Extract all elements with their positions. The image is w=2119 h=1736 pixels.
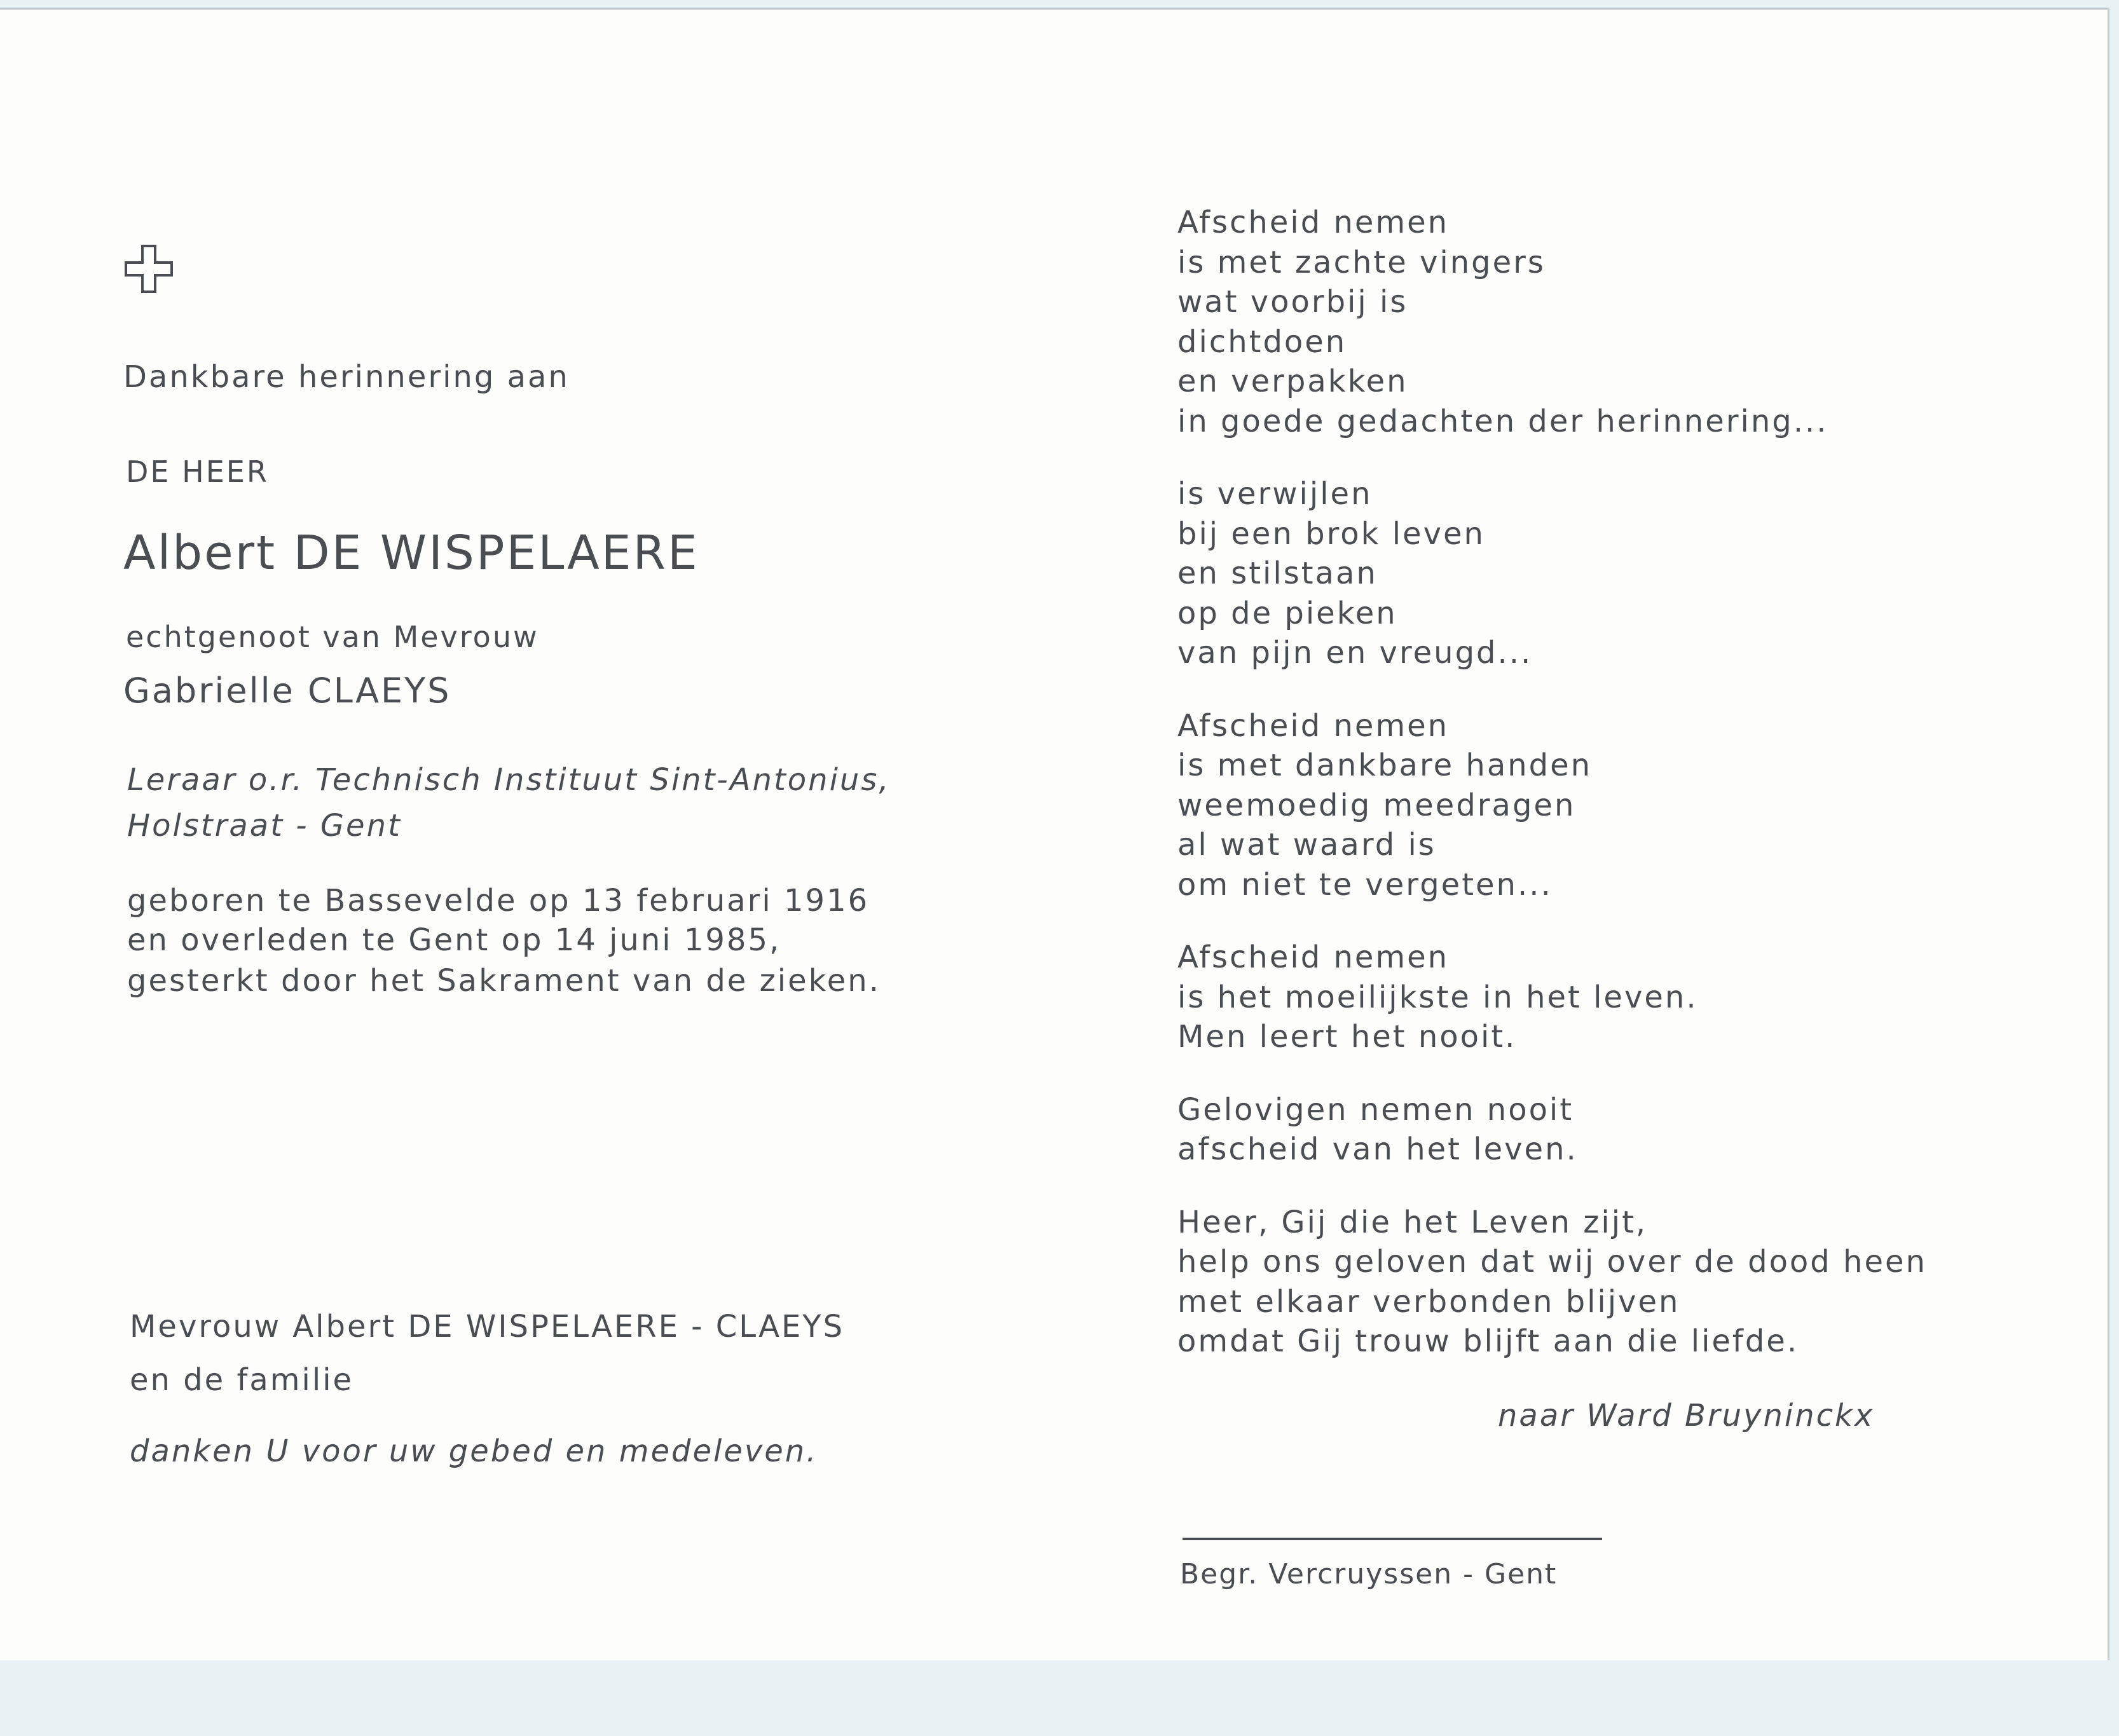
poem-line: en stilstaan [1177,556,1378,591]
poem-stanza [1177,706,2004,905]
life-line-2: en overleden te Gent op 14 juni 1985, [127,922,781,958]
poem-line: dichtdoen [1177,324,1347,360]
poem-line: met elkaar verbonden blijven [1177,1283,1680,1320]
poem-line: help ons geloven dat wij over de dood heen [1177,1244,1927,1280]
poem-line: al wat waard is [1177,827,1436,863]
cross-icon [123,243,174,294]
poem-attribution: naar Ward Bruyninckx [1498,1398,1875,1433]
poem-line: weemoedig meedragen [1177,787,1576,823]
poem-line: van pijn en vreugd... [1177,635,1533,671]
poem-line: om niet te vergeten... [1177,866,1553,903]
poem-stanza [1177,1090,2004,1170]
intro-text: Dankbare herinnering aan [123,359,570,395]
divider-line [1183,1538,1602,1540]
memorial-card [0,8,2109,1660]
poem-line: is het moeilijkste in het leven. [1177,979,1698,1015]
poem-line: wat voorbij is [1177,284,1408,320]
life-line-1: geboren te Bassevelde op 13 februari 1916 [127,883,870,919]
poem-line: op de pieken [1177,595,1397,631]
poem-line: in goede gedachten der herinnering... [1177,403,1828,439]
occupation-line-1: Leraar o.r. Technisch Instituut Sint-Antonius, [127,762,891,798]
poem-line: is met dankbare handen [1177,748,1593,783]
poem-line: is met zachte vingers [1177,244,1546,280]
life-line-3: gesterkt door het Sakrament van de zieken. [127,963,881,999]
poem-line: Afscheid nemen [1177,707,1450,744]
poem-line: Heer, Gij die het Leven zijt, [1177,1204,1648,1240]
poem-line: afscheid van het leven. [1177,1131,1578,1167]
poem-stanza [1177,938,2004,1057]
poem-line: Afscheid nemen [1177,205,1450,240]
poem-stanza [1177,1203,2004,1362]
poem-stanza [1177,203,2004,441]
poem-line: Gelovigen nemen nooit [1177,1091,1574,1128]
thanks-text: danken U voor uw gebed en medeleven. [130,1433,818,1469]
family-line-1: Mevrouw Albert DE WISPELAERE - CLAEYS [130,1309,845,1344]
spouse-name: Gabrielle CLAEYS [123,671,451,711]
title-text: DE HEER [126,455,269,489]
poem-line: Men leert het nooit. [1177,1019,1517,1055]
deceased-name: Albert DE WISPELAERE [123,526,699,580]
poem-line: is verwijlen [1177,476,1373,512]
spouse-intro: echtgenoot van Mevrouw [126,620,539,654]
poem-line: Afscheid nemen [1177,940,1450,975]
printer-imprint: Begr. Vercruyssen - Gent [1180,1558,1558,1590]
poem-stanza [1177,474,2004,673]
poem-line: omdat Gij trouw blijft aan die liefde. [1177,1323,1799,1359]
poem [1177,203,2004,1395]
occupation-line-2: Holstraat - Gent [127,808,402,844]
family-line-2: en de familie [130,1362,354,1398]
poem-line: bij een brok leven [1177,516,1485,552]
poem-line: en verpakken [1177,364,1408,399]
